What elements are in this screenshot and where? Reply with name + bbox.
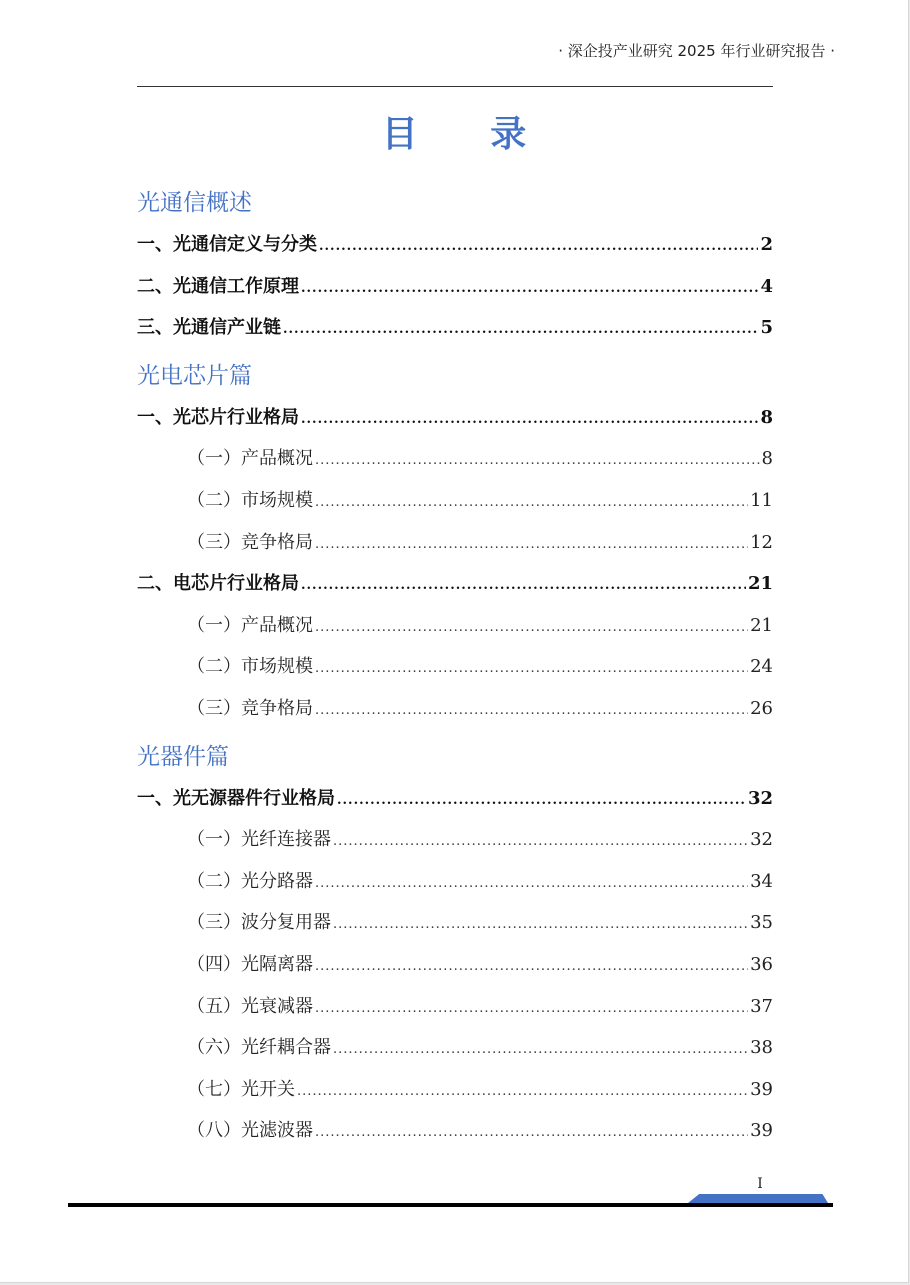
toc-entry-page: 36 (750, 953, 773, 975)
toc-entry-page: 2 (760, 234, 773, 255)
toc-entry-page: 38 (750, 1037, 773, 1059)
toc-leader-dots (315, 482, 748, 524)
toc-part-heading: 光电芯片篇 (137, 362, 252, 389)
toc-subentry[interactable] (137, 902, 773, 944)
toc-entry-label: （一）产品概况 (187, 614, 313, 636)
toc-entry-label: （五）光衰减器 (187, 995, 313, 1017)
toc-entry-page: 8 (760, 406, 773, 428)
toc-entry-page: 26 (750, 697, 773, 719)
toc-entry-label: （三）竞争格局 (187, 697, 313, 719)
toc-leader-dots (301, 399, 758, 441)
toc-entry-label: 二、电芯片行业格局 (137, 573, 299, 595)
toc-leader-dots (315, 440, 760, 482)
toc-leader-dots (315, 524, 748, 566)
toc-leader-dots (333, 1029, 748, 1071)
toc-entry-label: （一）产品概况 (187, 448, 313, 470)
toc-entry-label: （四）光隔离器 (187, 953, 313, 975)
toc-entry-page: 32 (750, 829, 773, 851)
toc-leader-dots (315, 863, 748, 905)
toc-entry-page: 12 (750, 531, 773, 553)
toc-entry[interactable] (137, 563, 773, 605)
toc-entry-label: 一、光无源器件行业格局 (137, 787, 335, 809)
toc-entry-page: 39 (750, 1120, 773, 1142)
toc-entry[interactable] (137, 307, 773, 349)
toc-entry-page: 37 (750, 995, 773, 1017)
footer-accent-tab (688, 1194, 828, 1203)
footer-rule (68, 1203, 833, 1207)
toc-entry[interactable] (137, 266, 773, 308)
toc-subentry[interactable] (137, 480, 773, 522)
toc-subentry[interactable] (137, 944, 773, 986)
toc-entry-page: 4 (760, 275, 773, 297)
toc-subentry[interactable] (137, 1110, 773, 1152)
toc-leader-dots (315, 690, 748, 732)
toc-entry-label: （一）光纤连接器 (187, 829, 331, 851)
toc-leader-dots (297, 1071, 748, 1113)
toc-entry-label: （三）竞争格局 (187, 531, 313, 553)
toc-entry-label: （二）市场规模 (187, 656, 313, 678)
toc-subentry[interactable] (137, 819, 773, 861)
toc-entry-page: 35 (750, 912, 773, 934)
toc-leader-dots (283, 309, 758, 351)
toc-subentry[interactable] (137, 1027, 773, 1069)
toc-entry-label: （七）光开关 (187, 1078, 295, 1100)
toc-leader-dots (319, 226, 758, 268)
toc-entry-label: （八）光滤波器 (187, 1120, 313, 1142)
toc-entry-page: 39 (750, 1078, 773, 1100)
toc-subentry[interactable] (137, 522, 773, 564)
toc-entry-page: 34 (750, 870, 773, 892)
toc-leader-dots (301, 268, 758, 310)
toc-entry-label: （二）市场规模 (187, 489, 313, 511)
toc-entry-page: 5 (760, 317, 773, 339)
toc-subentry[interactable] (137, 688, 773, 730)
toc-leader-dots (301, 565, 746, 607)
toc-entry[interactable] (137, 397, 773, 439)
toc-leader-dots (333, 821, 748, 863)
toc-subentry[interactable] (137, 1069, 773, 1111)
toc-entry[interactable] (137, 224, 773, 266)
toc-entry-page: 21 (750, 614, 773, 636)
toc-part-heading: 光通信概述 (137, 190, 252, 216)
toc-leader-dots (315, 946, 748, 988)
toc-entry-page: 21 (747, 573, 773, 595)
header-rule (137, 86, 773, 87)
toc-subentry[interactable] (137, 438, 773, 480)
toc-leader-dots (315, 988, 748, 1030)
toc-entry-page: 32 (747, 787, 773, 809)
running-header: · 深企投产业研究 2025 年行业研究报告 · (558, 42, 835, 60)
toc-entry-page: 11 (750, 489, 773, 511)
toc-entry-page: 8 (761, 448, 773, 470)
toc-entry-page: 24 (750, 656, 773, 678)
toc-title: 目 录 (381, 114, 557, 155)
toc-part-heading: 光器件篇 (137, 743, 229, 770)
toc-entry-label: 一、光芯片行业格局 (137, 406, 299, 428)
toc-leader-dots (315, 1112, 748, 1154)
toc-subentry[interactable] (137, 605, 773, 647)
toc-leader-dots (333, 904, 748, 946)
toc-entry-label: （二）光分路器 (187, 870, 313, 892)
toc-entry-label: 三、光通信产业链 (137, 317, 281, 339)
toc-leader-dots (337, 780, 746, 822)
toc-leader-dots (315, 607, 748, 649)
toc-entry-label: 一、光通信定义与分类 (137, 234, 317, 255)
toc-subentry[interactable] (137, 646, 773, 688)
toc-entry-label: （六）光纤耦合器 (187, 1037, 331, 1059)
table-of-contents (137, 180, 773, 1152)
toc-subentry[interactable] (137, 861, 773, 903)
toc-leader-dots (315, 648, 748, 690)
toc-entry-label: （三）波分复用器 (187, 912, 331, 934)
toc-entry-label: 二、光通信工作原理 (137, 275, 299, 297)
toc-subentry[interactable] (137, 986, 773, 1028)
toc-entry[interactable] (137, 778, 773, 820)
page-number: I (757, 1176, 763, 1192)
